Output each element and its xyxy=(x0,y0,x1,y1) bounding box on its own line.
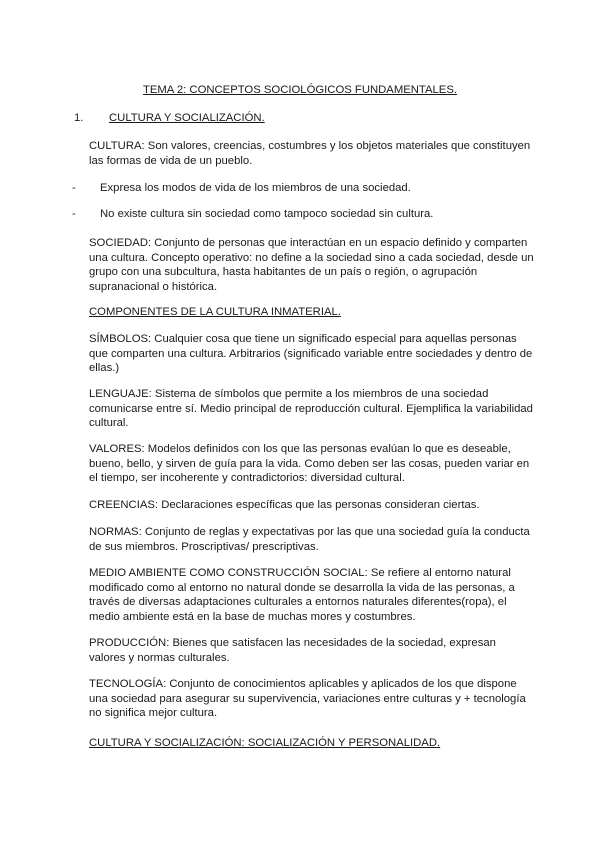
document-title: TEMA 2: CONCEPTOS SOCIOLÓGICOS FUNDAMENTALES. xyxy=(142,84,458,96)
creencias-paragraph: CREENCIAS: Declaraciones específicas que las personas consideran ciertas. xyxy=(89,499,480,511)
section-title: CULTURA Y SOCIALIZACIÓN. xyxy=(109,112,265,124)
produccion-paragraph: PRODUCCIÓN: Bienes que satisfacen las necesidades de la sociedad, expresan valores y normas culturales. xyxy=(89,637,496,664)
cultura-definition: CULTURA: Son valores, creencias, costumbres y los objetos materiales que constituyen las formas de vida de un pueblo. xyxy=(89,140,531,167)
section-number: 1. xyxy=(74,112,84,124)
tecnologia-paragraph: TECNOLOGÍA: Conjunto de conocimientos aplicables y aplicados de los que dispone una sociedad para asegurar su supervivencia, variaciones entre culturas y + tecnología no significa mejor cultura. xyxy=(89,678,526,719)
lenguaje-paragraph: LENGUAJE: Sistema de símbolos que permite a los miembros de una sociedad comunicarse entre sí. Medio principal de reproducción cultural. Ejemplifica la variabilidad cultural. xyxy=(89,388,533,429)
simbolos-paragraph: SÍMBOLOS: Cualquier cosa que tiene un significado especial para aquellas personas que comparten una cultura. Arbitrarios (significado variable entre sociedades y dentro de ellas.) xyxy=(89,333,533,374)
bullet-text-1: Expresa los modos de vida de los miembros de una sociedad. xyxy=(100,182,411,194)
componentes-heading: COMPONENTES DE LA CULTURA INMATERIAL. xyxy=(89,306,341,318)
final-heading: CULTURA Y SOCIALIZACIÓN: SOCIALIZACIÓN Y PERSONALIDAD. xyxy=(89,737,441,749)
bullet-dash-1: - xyxy=(72,182,76,194)
valores-paragraph: VALORES: Modelos definidos con los que las personas evalúan lo que es deseable, bueno, bello, y sirven de guía para la vida. Como deben ser las cosas, pueden variar en el tiempo, ser incoherente y contradictorios: diversidad cultural. xyxy=(89,443,530,484)
medio-ambiente-paragraph: MEDIO AMBIENTE COMO CONSTRUCCIÓN SOCIAL: Se refiere al entorno natural modificado como al entorno no natural donde se desarrolla la vida de las personas, a través de diversas adaptaciones culturales a entornos naturales diferentes(ropa), el medio ambiente está en la base de muchas mores y costumbres. xyxy=(89,567,515,623)
normas-paragraph: NORMAS: Conjunto de reglas y expectativas por las que una sociedad guía la conducta de sus miembros. Proscriptivas/ prescriptivas. xyxy=(89,526,530,553)
sociedad-definition: SOCIEDAD: Conjunto de personas que interactúan en un espacio definido y comparten una cultura. Concepto operativo: no define a la sociedad sino a cada sociedad, desde un grupo con una subcultura, hasta habitantes de un país o región, o agrupación supranacional o histórica. xyxy=(89,237,534,293)
bullet-text-2: No existe cultura sin sociedad como tampoco sociedad sin cultura. xyxy=(100,208,434,220)
bullet-dash-2: - xyxy=(72,208,76,220)
